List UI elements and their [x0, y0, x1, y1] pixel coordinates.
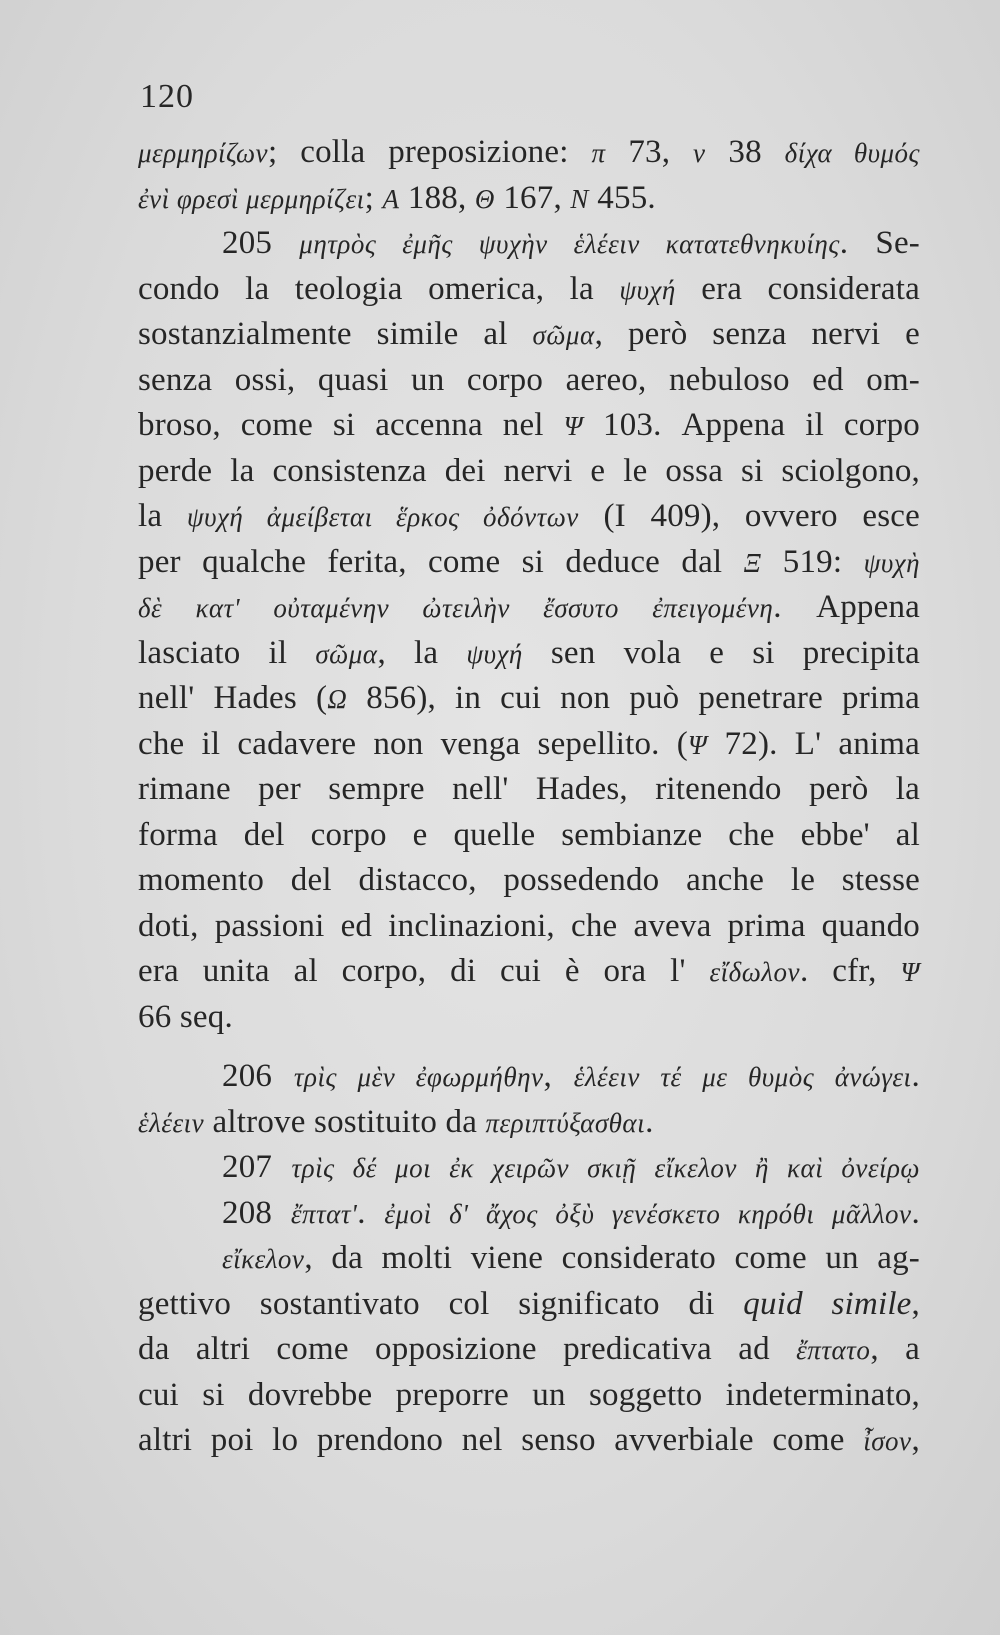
- text-line: 207 τρὶς δέ μοι ἐκ χειρῶν σκιῇ εἴκελον ἢ καὶ ὀνείρῳ: [222, 1149, 920, 1185]
- page-body-text: [138, 130, 920, 1464]
- text-line: lasciato il σῶμα, la ψυχή sen vola e si precipita: [138, 634, 920, 671]
- text-line: senza ossi, quasi un corpo aereo, nebuloso ed om-: [138, 361, 920, 398]
- text-line: δὲ κατ' οὐταμένην ὠτειλὴν ἔσσυτο ἐπειγομένη. Appena: [138, 589, 920, 625]
- text-line: broso, come si accenna nel Ψ 103. Appena il corpo: [138, 407, 920, 443]
- text-line: ἐνὶ φρεσὶ μερμηρίζει; Α 188, Θ 167, Ν 455.: [138, 179, 656, 216]
- page-number: 120: [140, 78, 194, 115]
- text-line: la ψυχή ἀμείβεται ἕρκος ὀδόντων (I 409), ovvero esce: [138, 498, 920, 534]
- text-line: nell' Hades (Ω 856), in cui non può penetrare prima: [138, 680, 920, 716]
- text-line: 208 ἔπτατ'. ἐμοὶ δ' ἄχος ὀξὺ γενέσκετο κηρόθι μᾶλλον.: [222, 1194, 920, 1231]
- text-line: gettivo sostantivato col significato di quid simile,: [138, 1285, 920, 1322]
- text-line: che il cadavere non venga sepellito. (Ψ 72). L' anima: [138, 725, 920, 762]
- text-line: rimane per sempre nell' Hades, ritenendo però la: [138, 771, 920, 807]
- text-line: per qualche ferita, come si deduce dal Ξ 519: ψυχὴ: [138, 543, 920, 580]
- paragraph-gap: [138, 1040, 920, 1054]
- text-line: 206 τρὶς μὲν ἐφωρμήθην, ἑλέειν τέ με θυμὸς ἀνώγει.: [222, 1058, 920, 1094]
- text-line: cui si dovrebbe preporre un soggetto indeterminato,: [138, 1376, 920, 1413]
- text-line: 205 μητρὸς ἐμῆς ψυχὴν ἑλέειν κατατεθνηκυίης. Se-: [222, 225, 920, 261]
- text-line: condo la teologia omerica, la ψυχή era considerata: [138, 270, 920, 307]
- text-line: doti, passioni ed inclinazioni, che aveva prima quando: [138, 907, 920, 944]
- text-line: ἑλέειν altrove sostituito da περιπτύξασθαι.: [138, 1103, 654, 1140]
- text-line: era unita al corpo, di cui è ora l' εἴδωλον. cfr, Ψ: [138, 953, 920, 989]
- text-line: momento del distacco, possedendo anche le stesse: [138, 862, 920, 898]
- text-line: 66 seq.: [138, 998, 233, 1035]
- text-line: forma del corpo e quelle sembianze che ebbe' al: [138, 816, 920, 853]
- text-line: da altri come opposizione predicativa ad ἔπτατο, a: [138, 1331, 921, 1367]
- text-line: altri poi lo prendono nel senso avverbiale come ἶσον,: [138, 1422, 920, 1458]
- text-line: perde la consistenza dei nervi e le ossa si sciolgono,: [138, 452, 920, 489]
- text-line: sostanzialmente simile al σῶμα, però senza nervi e: [138, 316, 920, 352]
- text-line: μερμηρίζων; colla preposizione: π 73, ν 38 δίχα θυμός: [138, 134, 920, 170]
- text-line: εἴκελον, da molti viene considerato come un ag-: [222, 1240, 920, 1276]
